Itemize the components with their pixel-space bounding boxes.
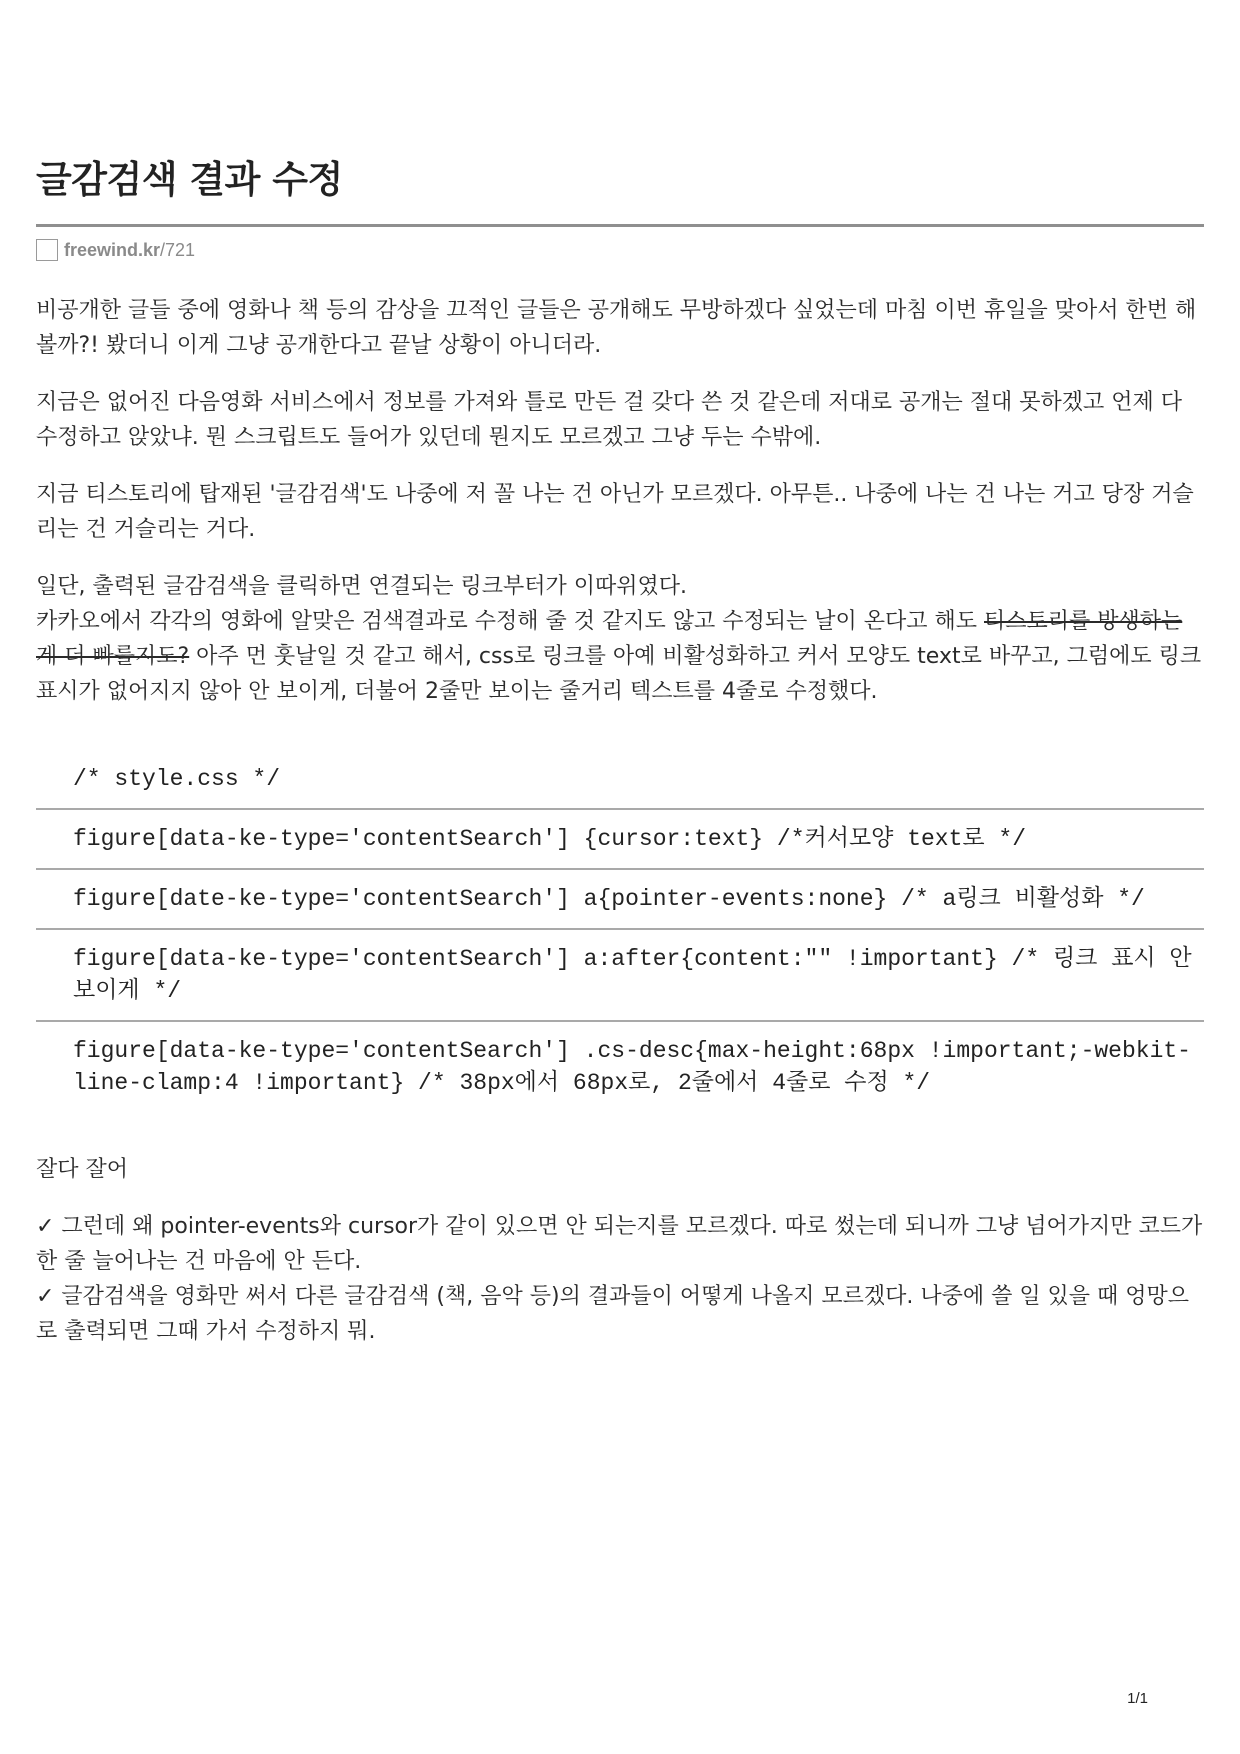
paragraph <box>36 569 1204 709</box>
paragraph: 지금은 없어진 다음영화 서비스에서 정보를 가져와 틀로 만든 걸 갖다 쓴 것 같은데 저대로 공개는 절대 못하겠고 언제 다 수정하고 앉았냐. 뭔 스크립트도 들어가 있던데 뭔지도 모르겠고 그냥 두는 수밖에. <box>36 390 1182 450</box>
code-line: figure[data-ke-type='contentSearch'] .cs-desc{max-height:68px !important;-webkit-line-clamp:4 !important} /* 38px에서 68px로, 2줄에서 4줄로 수정 */ <box>73 1038 1191 1096</box>
code-line: figure[date-ke-type='contentSearch'] a{pointer-events:none} /* a링크 비활성화 */ <box>36 870 1204 930</box>
source-path: /721 <box>160 239 196 260</box>
paragraph: 지금 티스토리에 탑재된 '글감검색'도 나중에 저 꼴 나는 건 아닌가 모르겠다. 아무튼.. 나중에 나는 건 나는 거고 당장 거슬리는 건 거슬리는 거다. <box>36 482 1194 542</box>
note-item: ✓ 글감검색을 영화만 써서 다른 글감검색 (책, 음악 등)의 결과들이 어떻게 나올지 모르겠다. 나중에 쓸 일 있을 때 엉망으로 출력되면 그때 가서 수정하지 뭐. <box>36 1284 1190 1344</box>
paragraph-line: 일단, 출력된 글감검색을 클릭하면 연결되는 링크부터가 이따위였다. <box>36 574 688 599</box>
strikethrough-text: 티스토리를 방생하는 게 더 빠를지도? <box>36 609 1183 669</box>
favicon-icon <box>36 239 58 261</box>
paragraph-text: 아주 먼 훗날일 것 같고 해서, css로 링크를 아예 비활성화하고 커서 모양도 text로 바꾸고, 그럼에도 링크 표시가 없어지지 않아 안 보이게, 더불어 2줄만 보이는 줄거리 텍스트를 4줄로 수정했다. <box>36 644 1202 704</box>
code-block <box>36 755 1204 1112</box>
code-line: figure[data-ke-type='contentSearch'] {cursor:text} /*커서모양 text로 */ <box>36 810 1204 870</box>
page-title: 글감검색 결과 수정 <box>36 158 343 201</box>
article-body <box>36 293 1204 709</box>
code-line: /* style.css */ <box>36 755 1204 810</box>
closing-notes <box>36 1152 1204 1349</box>
page-number: 1/1 <box>1127 1690 1148 1707</box>
source-domain: freewind.kr <box>64 239 161 260</box>
notes-list <box>36 1209 1204 1349</box>
article <box>36 150 1204 1371</box>
code-line: figure[data-ke-type='contentSearch'] a:after{content:"" !important} /* 링크 표시 안 보이게 */ <box>36 930 1204 1022</box>
paragraph: 비공개한 글들 중에 영화나 책 등의 감상을 끄적인 글들은 공개해도 무방하겠다 싶었는데 마침 이번 휴일을 맞아서 한번 해 볼까?! 봤더니 이게 그냥 공개한다고 끝날 상황이 아니더라. <box>36 298 1197 358</box>
paragraph: 잘다 잘어 <box>36 1157 129 1182</box>
title-divider <box>36 224 1204 227</box>
source-link[interactable] <box>36 237 1204 263</box>
paragraph-text: 카카오에서 각각의 영화에 알맞은 검색결과로 수정해 줄 것 같지도 않고 수정되는 날이 온다고 해도 <box>36 609 984 634</box>
note-item: ✓ 그런데 왜 pointer-events와 cursor가 같이 있으면 안 되는지를 모르겠다. 따로 썼는데 되니까 그냥 넘어가지만 코드가 한 줄 늘어나는 건 마음에 안 든다. <box>36 1214 1203 1274</box>
